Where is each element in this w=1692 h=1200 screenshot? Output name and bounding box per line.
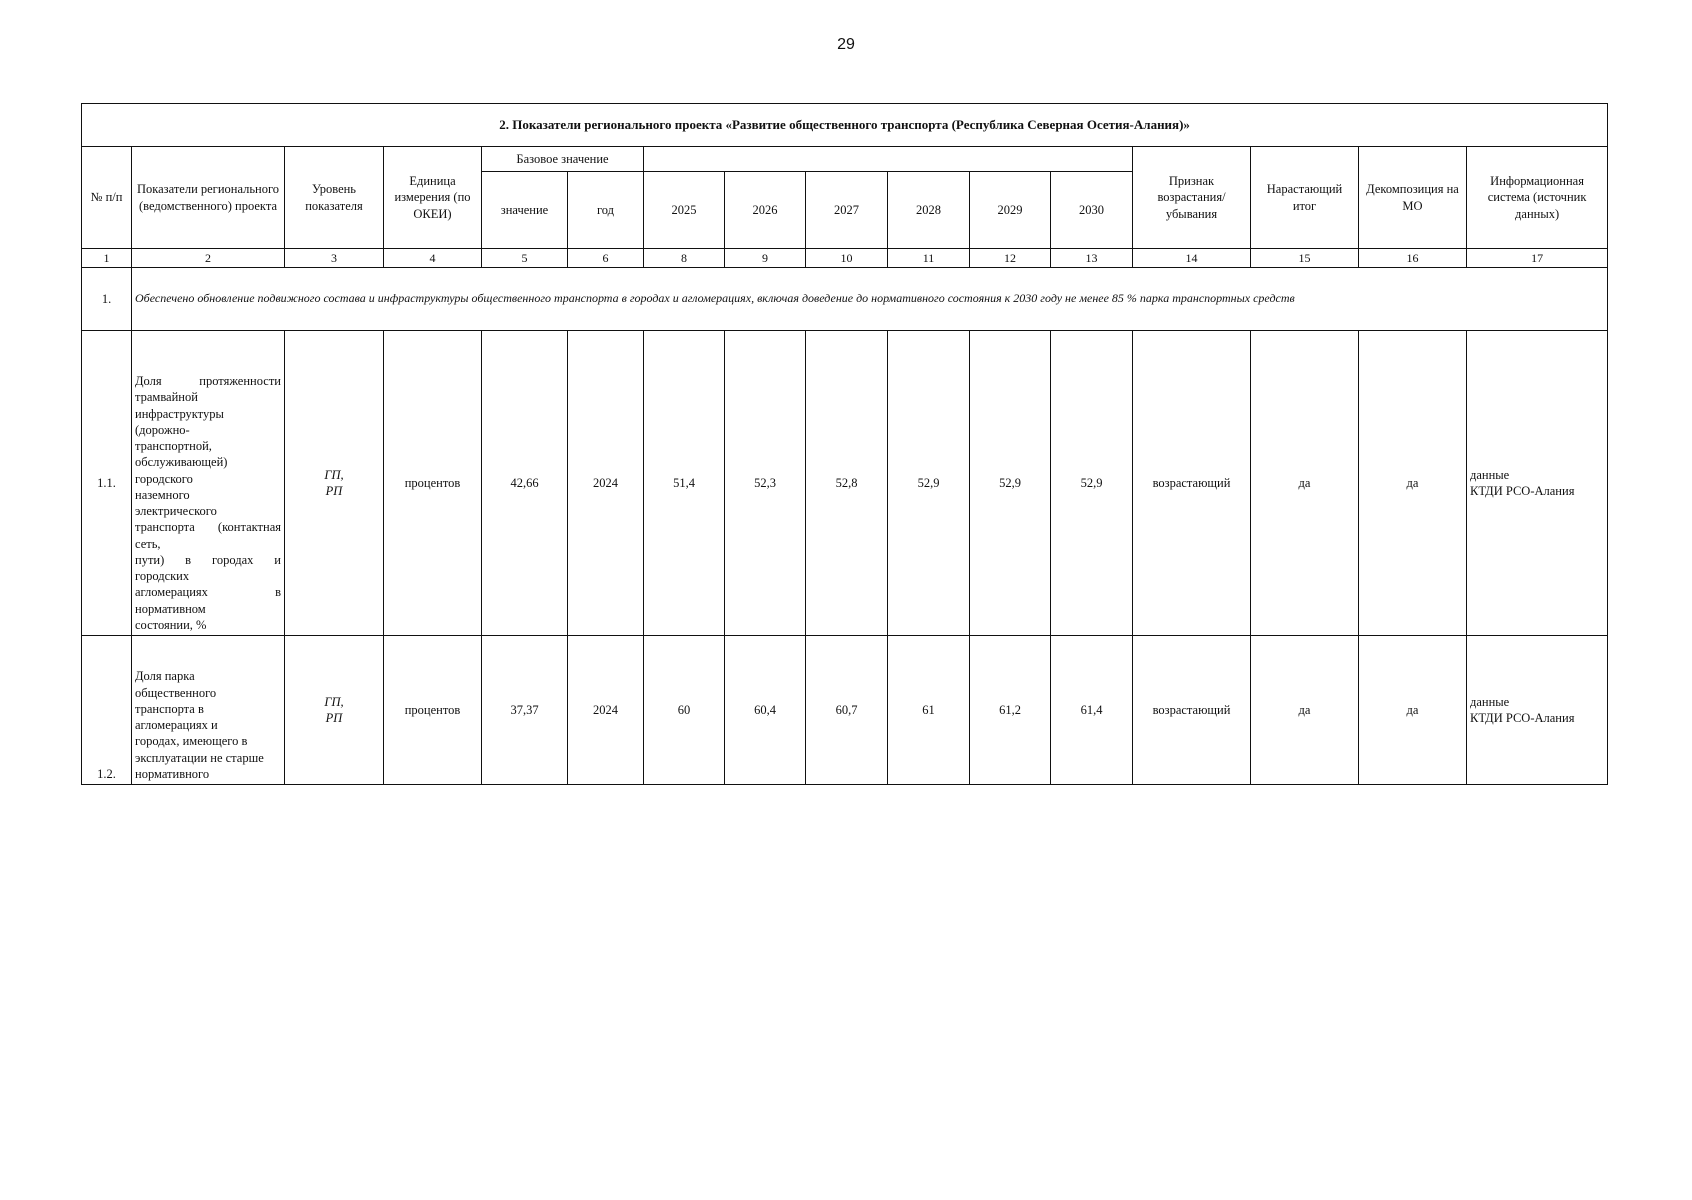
base-value-cell: 37,37: [482, 636, 568, 785]
base-year-cell: 2024: [568, 636, 644, 785]
indicator-line: агломерациях в: [135, 585, 281, 600]
info-line: КТДИ РСО-Алания: [1470, 711, 1575, 725]
info-system-cell: [1467, 331, 1608, 636]
decomposition-cell: да: [1359, 331, 1467, 636]
header-level: Уровень показателя: [285, 147, 384, 249]
info-line: данные: [1470, 467, 1510, 482]
header-year-2027: 2027: [806, 172, 888, 249]
indicator-line: транспортной,: [135, 439, 212, 453]
section-num: 1.: [82, 268, 132, 331]
trend-cell: возрастающий: [1133, 331, 1251, 636]
trend-cell: возрастающий: [1133, 636, 1251, 785]
header-decomposition: Декомпозиция на МО: [1359, 147, 1467, 249]
info-line: данные: [1470, 694, 1510, 709]
indicator-line: транспорта в: [135, 701, 204, 716]
header-unit: Единица измерения (по ОКЕИ): [384, 147, 482, 249]
row-num: 1.2.: [82, 636, 132, 785]
level-line: ГП,: [324, 694, 344, 709]
header-info-system: Информационная система (источник данных): [1467, 147, 1608, 249]
value-2026-cell: 60,4: [725, 636, 806, 785]
base-value-cell: 42,66: [482, 331, 568, 636]
indicator-line: городского: [135, 471, 193, 486]
header-years-group: [644, 147, 1133, 172]
value-2029-cell: 52,9: [970, 331, 1051, 636]
value-2025-cell: 60: [644, 636, 725, 785]
column-number: 8: [644, 249, 725, 268]
info-line: КТДИ РСО-Алания: [1470, 484, 1575, 498]
indicator-line: инфраструктуры: [135, 406, 224, 421]
header-year-2028: 2028: [888, 172, 970, 249]
value-2028-cell: 61: [888, 636, 970, 785]
page-number: 29: [837, 36, 855, 53]
indicator-line: нормативном: [135, 601, 206, 616]
column-number-row: [82, 249, 1608, 268]
column-number: 17: [1467, 249, 1608, 268]
section-row: [82, 268, 1608, 331]
indicator-line: городских: [135, 569, 190, 583]
value-2030-cell: 61,4: [1051, 636, 1133, 785]
header-base-year: год: [568, 172, 644, 249]
column-number: 12: [970, 249, 1051, 268]
indicator-line: наземного: [135, 487, 190, 502]
column-number: 13: [1051, 249, 1133, 268]
value-2026-cell: 52,3: [725, 331, 806, 636]
header-year-2026: 2026: [725, 172, 806, 249]
value-2025-cell: 51,4: [644, 331, 725, 636]
table-title: 2. Показатели регионального проекта «Развитие общественного транспорта (Республика Северная Осетия-Алания)»: [82, 104, 1608, 147]
indicator-line: эксплуатации не старше: [135, 750, 264, 765]
indicator-line: состоянии, %: [135, 617, 207, 632]
indicator-line: агломерациях и: [135, 718, 218, 732]
level-line: РП: [325, 484, 343, 498]
indicator-line: общественного: [135, 685, 217, 700]
column-number: 15: [1251, 249, 1359, 268]
column-number: 16: [1359, 249, 1467, 268]
level-cell: [285, 331, 384, 636]
value-2028-cell: 52,9: [888, 331, 970, 636]
base-year-cell: 2024: [568, 331, 644, 636]
table-row: [82, 636, 1608, 785]
value-2027-cell: 52,8: [806, 331, 888, 636]
indicator-line: Доля протяженности: [135, 374, 281, 388]
header-year-2029: 2029: [970, 172, 1051, 249]
header-year-2025: 2025: [644, 172, 725, 249]
section-text: Обеспечено обновление подвижного состава и инфраструктуры общественного транспорта в городах и агломерациях, включая доведение до нормативного состояния к 2030 году не менее 85 % парка транспортных средств: [132, 268, 1608, 331]
indicator-line: пути) в городах и: [135, 552, 281, 567]
level-line: РП: [325, 711, 343, 725]
indicator-text: [132, 331, 285, 636]
column-number: 1: [82, 249, 132, 268]
level-cell: [285, 636, 384, 785]
indicators-table: [81, 103, 1608, 785]
header-num: № п/п: [82, 147, 132, 249]
unit-cell: процентов: [384, 636, 482, 785]
column-number: 14: [1133, 249, 1251, 268]
value-2029-cell: 61,2: [970, 636, 1051, 785]
indicator-line: электрического: [135, 504, 217, 518]
indicator-line: Доля парка: [135, 669, 195, 684]
indicator-line: (дорожно-: [135, 422, 190, 437]
column-number: 4: [384, 249, 482, 268]
indicator-line: нормативного: [135, 766, 210, 781]
column-number: 5: [482, 249, 568, 268]
indicator-line: транспорта (контактная: [135, 520, 281, 535]
cumulative-cell: да: [1251, 636, 1359, 785]
column-number: 10: [806, 249, 888, 268]
indicator-text: [132, 636, 285, 785]
indicator-line: сеть,: [135, 536, 161, 551]
decomposition-cell: да: [1359, 636, 1467, 785]
column-number: 9: [725, 249, 806, 268]
header-year-2030: 2030: [1051, 172, 1133, 249]
header-base-value: значение: [482, 172, 568, 249]
cumulative-cell: да: [1251, 331, 1359, 636]
column-number: 2: [132, 249, 285, 268]
level-line: ГП,: [324, 467, 344, 482]
unit-cell: процентов: [384, 331, 482, 636]
value-2027-cell: 60,7: [806, 636, 888, 785]
header-trend: Признак возрастания/ убывания: [1133, 147, 1251, 249]
info-system-cell: [1467, 636, 1608, 785]
value-2030-cell: 52,9: [1051, 331, 1133, 636]
row-num: 1.1.: [82, 331, 132, 636]
indicator-line: трамвайной: [135, 390, 198, 405]
indicator-line: обслуживающей): [135, 455, 228, 470]
header-base: Базовое значение: [482, 147, 644, 172]
column-number: 6: [568, 249, 644, 268]
column-number: 3: [285, 249, 384, 268]
indicator-line: городах, имеющего в: [135, 734, 248, 749]
header-indicator: Показатели регионального (ведомственного) проекта: [132, 147, 285, 249]
column-number: 11: [888, 249, 970, 268]
table-row: [82, 331, 1608, 636]
header-cumulative: Нарастающий итог: [1251, 147, 1359, 249]
